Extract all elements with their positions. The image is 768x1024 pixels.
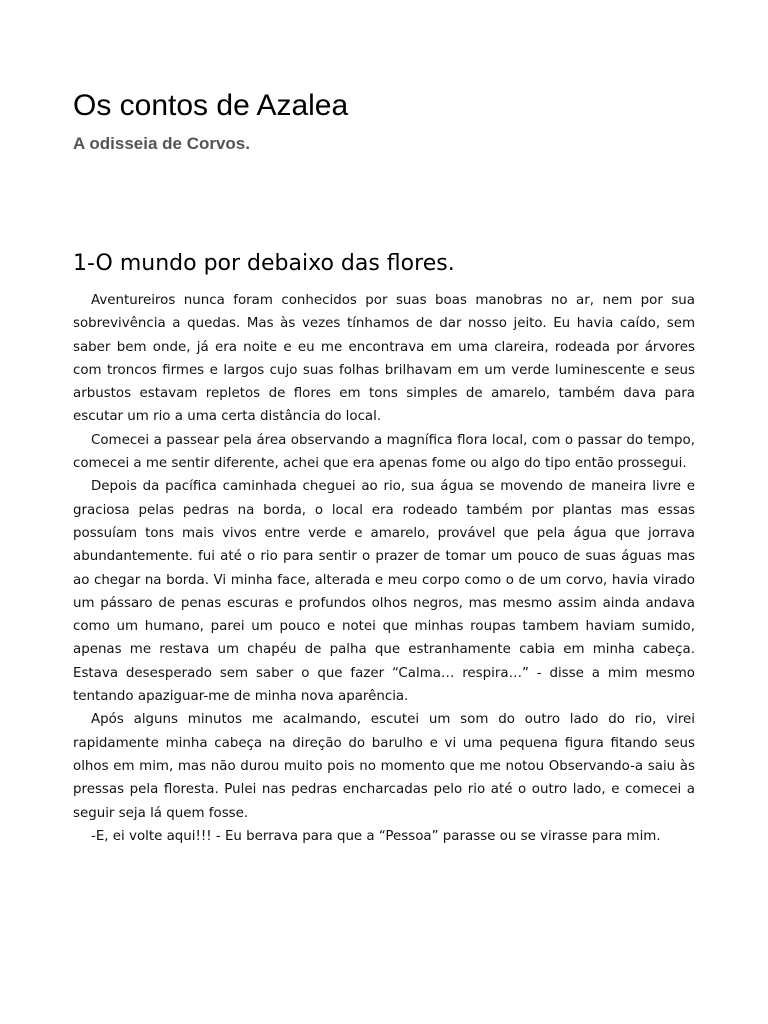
paragraph-2: Comecei a passear pela área observando a magnífica flora local, com o passar do tempo, comecei a me sentir diferente, achei que era apenas fome ou algo do tipo então prossegui.: [73, 432, 695, 472]
paragraph-5-dialog: -E, ei volte aqui!!! - Eu berrava para que a “Pessoa” parasse ou se virasse para mim.: [91, 828, 661, 844]
paragraph-1: Aventureiros nunca foram conhecidos por suas boas manobras no ar, nem por sua sobrevivência a quedas. Mas às vezes tínhamos de dar nosso jeito. Eu havia caído, sem saber bem onde, já era noite e eu me encontrava em uma clareira, rodeada por árvores com troncos firmes e largos cujo suas folhas brilhavam em um verde luminescente e seus arbustos estavam repletos de flores em tons simples de amarelo, também dava para escutar um rio a uma certa distância do local.: [73, 293, 695, 425]
story-body: [73, 289, 695, 848]
document-subtitle: A odisseia de Corvos.: [73, 134, 250, 153]
document-title: Os contos de Azalea: [73, 89, 349, 122]
paragraph-3: Depois da pacífica caminhada cheguei ao rio, sua água se movendo de maneira livre e graciosa pelas pedras na borda, o local era rodeado também por plantas mas essas possuíam tons mais vivos entre verde e amarelo, provável que pela água que jorrava abundantemente. fui até o rio para sentir o prazer de tomar um pouco de suas águas mas ao chegar na borda. Vi minha face, alterada e meu corpo como o de um corvo, havia virado um pássaro de penas escuras e profundos olhos negros, mas mesmo assim ainda andava como um humano, parei um pouco e notei que minhas roupas tambem haviam sumido, apenas me restava um chapéu de palha que estranhamente cabia em minha cabeça. Estava desesperado sem saber o que fazer “Calma… respira…” - disse a mim mesmo tentando apaziguar-me de minha nova aparência.: [73, 479, 695, 705]
chapter-heading: 1-O mundo por debaixo das flores.: [73, 251, 455, 276]
paragraph-4: Após alguns minutos me acalmando, escutei um som do outro lado do rio, virei rapidamente minha cabeça na direção do barulho e vi uma pequena figura fitando seus olhos em mim, mas não durou muito pois no momento que me notou Observando-a saiu às pressas pela floresta. Pulei nas pedras encharcadas pelo rio até o outro lado, e comecei a seguir seja lá quem fosse.: [73, 712, 695, 821]
